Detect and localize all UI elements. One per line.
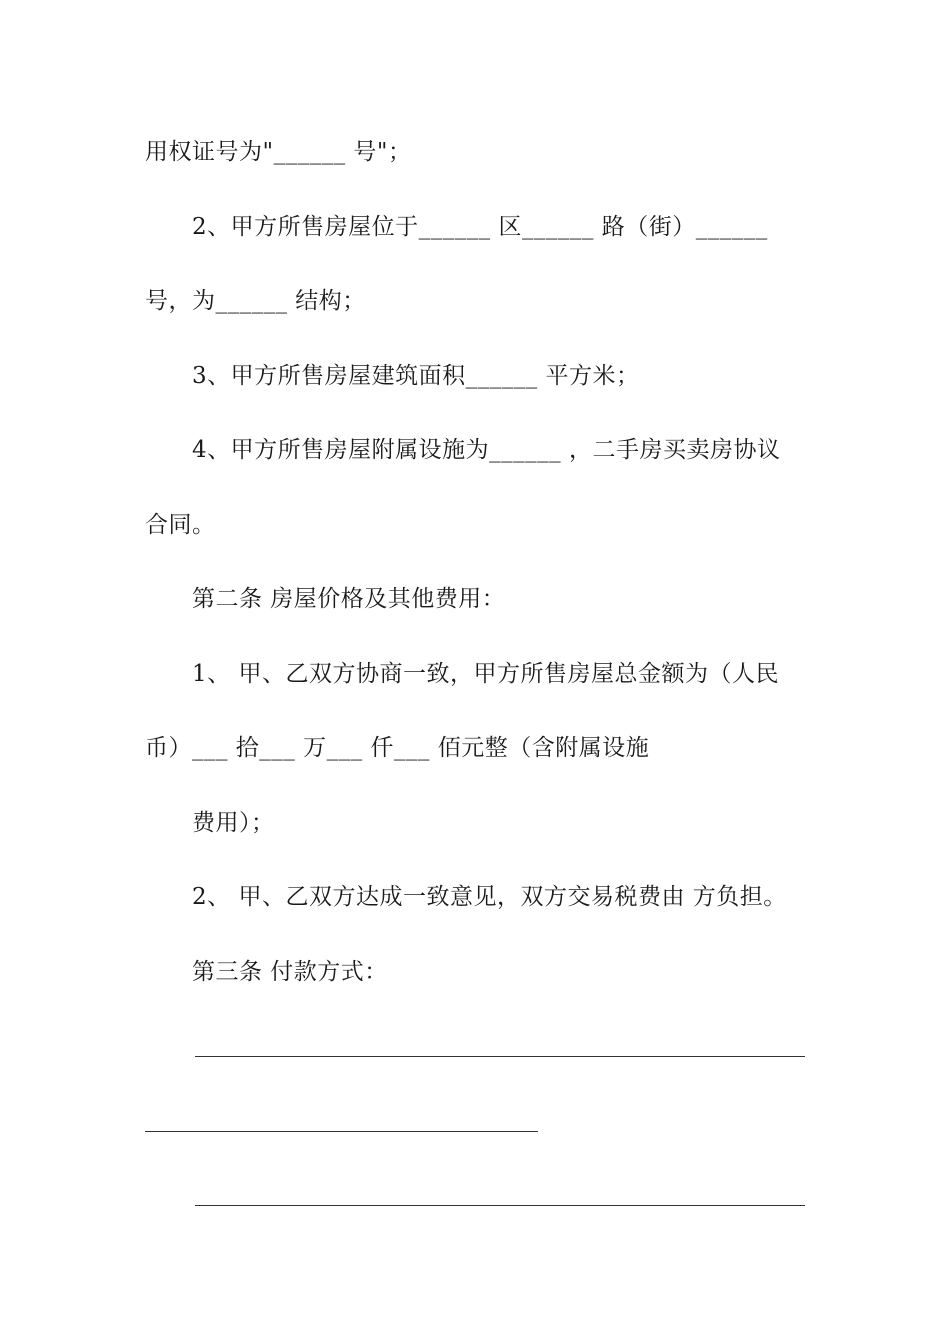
- text-line-10: 费用）；: [192, 810, 275, 836]
- text-line-3: 号，为______ 结构；: [145, 288, 366, 314]
- section-heading-3: 第三条 付款方式：: [192, 959, 388, 985]
- text-line-2: 2、甲方所售房屋位于______ 区______ 路（街）______: [192, 214, 768, 240]
- text-line-5: 4、甲方所售房屋附属设施为______ ，二手房买卖房协议: [192, 437, 781, 463]
- text-line-4: 3、甲方所售房屋建筑面积______ 平方米；: [192, 363, 640, 389]
- section-heading-2: 第二条 房屋价格及其他费用：: [192, 586, 506, 612]
- text-line-1: 用权证号为"______ 号"；: [145, 139, 412, 165]
- blank-line-3: [195, 1205, 805, 1206]
- text-line-11: 2、 甲、乙双方达成一致意见，双方交易税费由 方负担。: [192, 884, 787, 910]
- text-line-8: 1、 甲、乙双方协商一致，甲方所售房屋总金额为（人民: [192, 661, 779, 687]
- text-line-9: 币）___ 拾___ 万___ 仟___ 佰元整（含附属设施: [145, 735, 650, 761]
- text-line-6: 合同。: [145, 512, 216, 538]
- blank-line-2: [145, 1131, 538, 1132]
- blank-line-1: [195, 1056, 805, 1057]
